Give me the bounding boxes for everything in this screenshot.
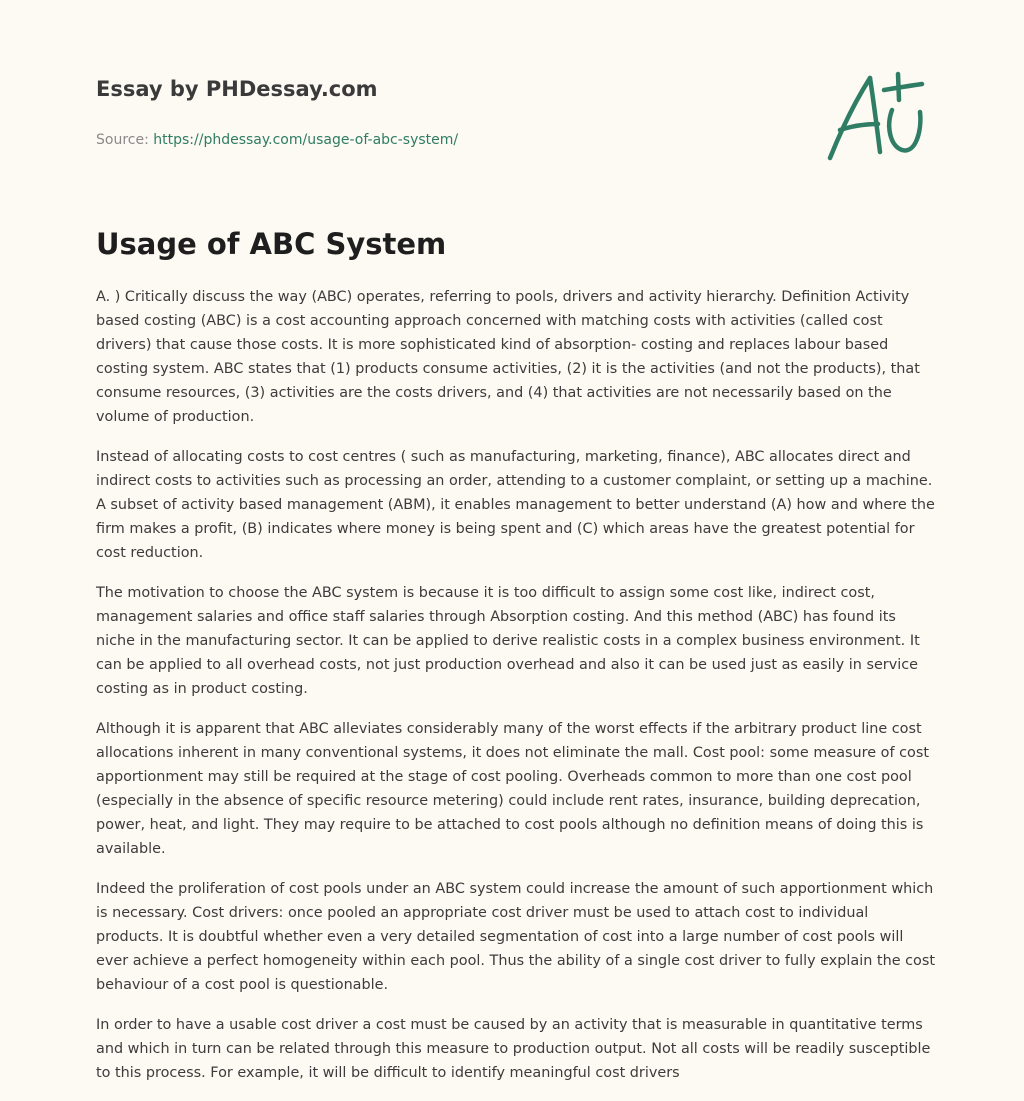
essay-paragraph: A. ) Critically discuss the way (ABC) operates, referring to pools, drivers and activity hierarchy. Definition Activity based costing (ABC) is a cost accounting approach concerned with matching costs with activities (called cost drivers) that cause those costs. It is more sophisticated kind of absorption- costing and replaces labour based costing system. ABC states that (1) products consume activities, (2) it is the activities (and not the products), that consume resources, (3) activities are the costs drivers, and (4) that activities are not necessarily based on the volume of production. xyxy=(96,289,920,425)
essay-paragraph: Indeed the proliferation of cost pools under an ABC system could increase the amount of such apportionment which is necessary. Cost drivers: once pooled an appropriate cost driver must be used to attach cost to individual products. It is doubtful whether even a very detailed segmentation of cost into a large number of cost pools will ever achieve a perfect homogeneity within each pool. Thus the ability of a single cost driver to fully explain the cost behaviour of a cost pool is questionable. xyxy=(96,881,935,993)
essay-paragraph: Although it is apparent that ABC alleviates considerably many of the worst effects if the arbitrary product line cost allocations inherent in many conventional systems, it does not eliminate the mall. Cost pool: some measure of cost apportionment may still be required at the stage of cost pooling. Overheads common to more than one cost pool (especially in the absence of specific resource metering) could include rent rates, insurance, building deprecation, power, heat, and light. They may require to be attached to cost pools although no definition means of doing this is available. xyxy=(96,721,929,857)
essay-paragraph: The motivation to choose the ABC system is because it is too difficult to assign some cost like, indirect cost, management salaries and office staff salaries through Absorption costing. And this method (ABC) has found its niche in the manufacturing sector. It can be applied to derive realistic costs in a complex business environment. It can be applied to all overhead costs, not just production overhead and also it can be used just as easily in service costing as in product costing. xyxy=(96,585,920,697)
source-label: Source: xyxy=(96,132,154,148)
a-plus-grade-icon xyxy=(822,66,928,166)
site-brand: Essay by PHDessay.com xyxy=(96,77,378,101)
source-line xyxy=(96,130,928,150)
essay-paragraph: In order to have a usable cost driver a cost must be caused by an activity that is measurable in quantitative terms and which in turn can be related through this measure to production output. Not all costs will be readily susceptible to this process. For example, it will be difficult to identify meaningful cost drivers xyxy=(96,1017,931,1081)
essay-title: Usage of ABC System xyxy=(96,227,447,261)
source-link[interactable]: https://phdessay.com/usage-of-abc-system/ xyxy=(153,132,459,148)
essay-body xyxy=(96,285,936,1101)
essay-header xyxy=(96,74,928,150)
essay-paragraph: Instead of allocating costs to cost centres ( such as manufacturing, marketing, finance), ABC allocates direct and indirect costs to activities such as processing an order, attending to a customer complaint, or setting up a machine. A subset of activity based management (ABM), it enables management to better understand (A) how and where the firm makes a profit, (B) indicates where money is being spent and (C) which areas have the greatest potential for cost reduction. xyxy=(96,449,935,561)
